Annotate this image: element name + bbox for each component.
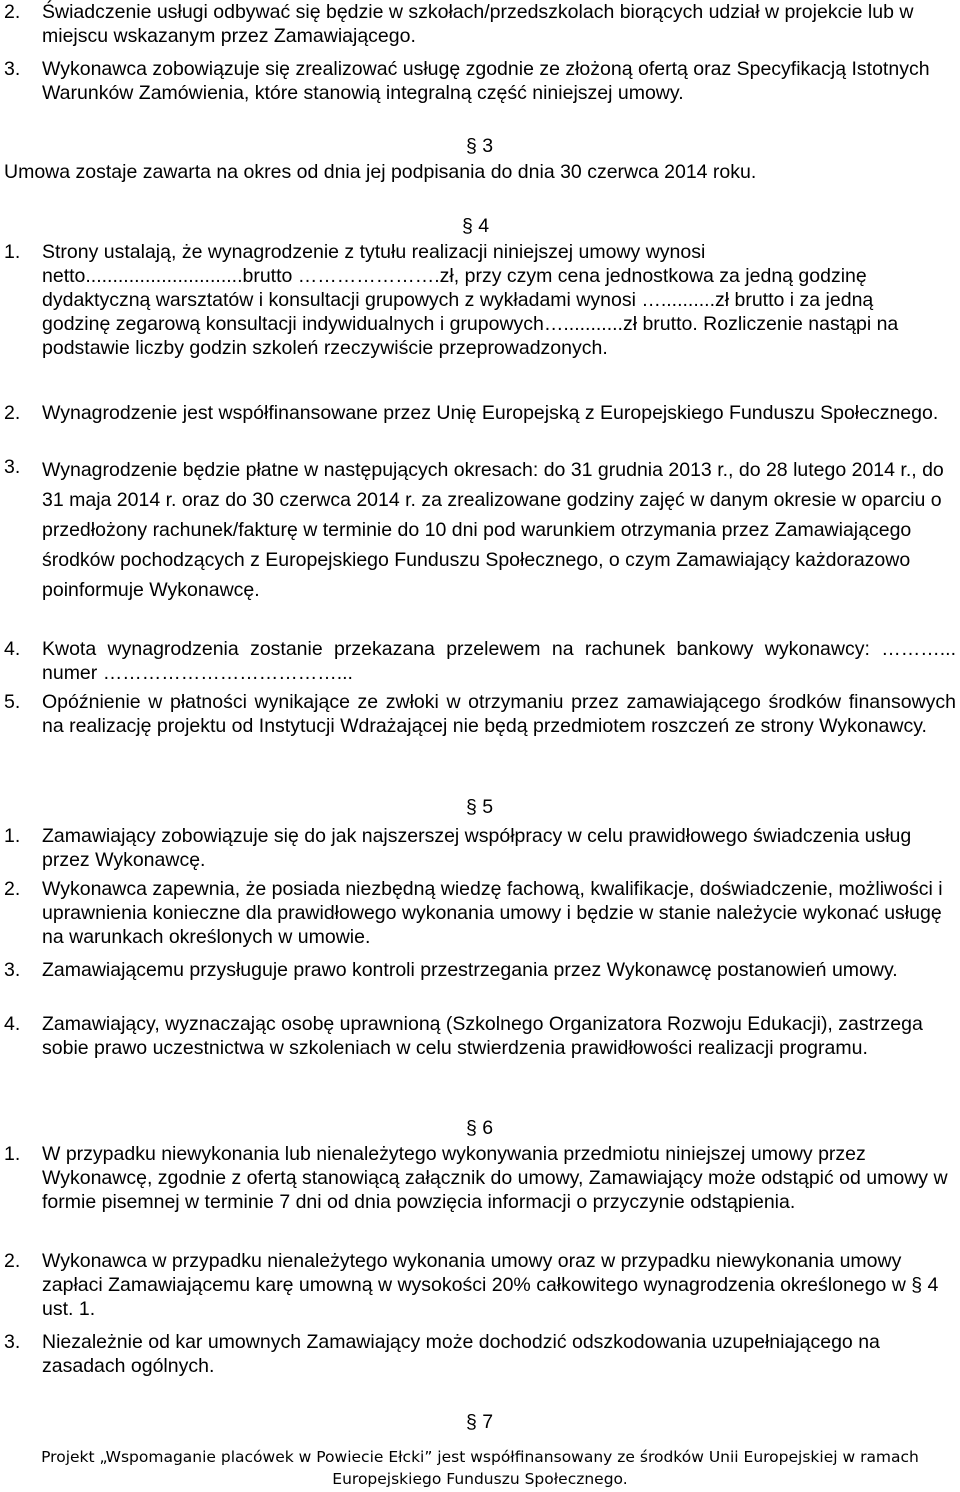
clause-s4-item-3 [4, 455, 956, 605]
list-number: 3. [4, 58, 21, 80]
list-text: Wykonawca zapewnia, że posiada niezbędną wiedzę fachową, kwalifikacje, doświadczenie, możliwości i uprawnienia konieczne dla prawidłowego wykonania umowy i będzie w stanie należycie wykonać usługę na warunkach określonych w umowie. [42, 878, 943, 948]
list-number: 4. [4, 1013, 21, 1035]
list-number: 2. [4, 402, 21, 424]
list-number: 1. [4, 241, 21, 263]
list-text: Zamawiającemu przysługuje prawo kontroli przestrzegania przez Wykonawcę postanowień umowy. [42, 959, 898, 981]
list-number: 1. [4, 1143, 21, 1165]
clause-s2-item-3 [4, 57, 956, 105]
clause-s4-item-4 [4, 637, 956, 685]
list-text: Opóźnienie w płatności wynikające ze zwłoki w otrzymaniu przez zamawiającego środków finansowych na realizację projektu od Instytucji Wdrażającej nie będą przedmiotem roszczeń ze strony Wykonawcy. [42, 691, 956, 737]
clause-s6-item-1 [4, 1142, 956, 1214]
section-3-text: Umowa zostaje zawarta na okres od dnia jej podpisania do dnia 30 czerwca 2014 roku. [4, 161, 757, 183]
section-heading-3: § 3 [466, 135, 494, 157]
clause-s5-item-3 [4, 958, 956, 982]
list-number: 3. [4, 959, 21, 981]
clause-s2-item-2 [4, 0, 956, 48]
list-text: Kwota wynagrodzenia zostanie przekazana przelewem na rachunek bankowy wykonawcy: ………... numer ………………………………... [42, 638, 956, 684]
clause-s6-item-2 [4, 1249, 956, 1321]
list-text: Zamawiający zobowiązuje się do jak najszerszej współpracy w celu prawidłowego świadczenia usług przez Wykonawcę. [42, 825, 912, 871]
list-number: 2. [4, 1, 21, 23]
list-text: Wykonawca w przypadku nienależytego wykonania umowy oraz w przypadku niewykonania umowy zapłaci Zamawiającemu karę umowną w wysokości 20% całkowitego wynagrodzenia określonego w § 4 ust. 1. [42, 1250, 939, 1320]
section-heading-6: § 6 [466, 1117, 494, 1139]
clause-s5-item-1 [4, 824, 956, 872]
list-text: Wykonawca zobowiązuje się zrealizować usługę zgodnie ze złożoną ofertą oraz Specyfikacją Istotnych Warunków Zamówienia, które stanowią integralną część niniejszej umowy. [42, 58, 930, 104]
list-text: Niezależnie od kar umownych Zamawiający może dochodzić odszkodowania uzupełniającego na zasadach ogólnych. [42, 1331, 880, 1377]
list-text: Świadczenie usługi odbywać się będzie w szkołach/przedszkolach biorących udział w projekcie lub w miejscu wskazanym przez Zamawiającego. [42, 1, 914, 47]
list-number: 2. [4, 1250, 21, 1272]
list-text: Strony ustalają, że wynagrodzenie z tytułu realizacji niniejszej umowy wynosi netto.............................brutto ………………….zł, przy czym cena jednostkowa za jedną godzinę dydaktyczną warsztatów i konsultacji grupowych z wykładami wynosi …..........zł brutto i za jedną godzinę zegarową konsultacji indywidualnych i grupowych…...........zł brutto. Rozliczenie nastąpi na podstawie liczby godzin szkoleń rzeczywiście przeprowadzonych. [42, 241, 899, 359]
clause-s6-item-3 [4, 1330, 956, 1378]
list-text: Zamawiający, wyznaczając osobę uprawnioną (Szkolnego Organizatora Rozwoju Edukacji), zastrzega sobie prawo uczestnictwa w szkoleniach w celu stwierdzenia prawidłowości realizacji programu. [42, 1013, 923, 1059]
clause-s4-item-5 [4, 690, 956, 738]
section-heading-4: § 4 [462, 215, 490, 237]
clause-s5-item-2 [4, 877, 956, 949]
clause-s5-item-4 [4, 1012, 956, 1060]
list-number: 5. [4, 691, 21, 713]
list-text: W przypadku niewykonania lub nienależytego wykonywania przedmiotu niniejszej umowy przez Wykonawcę, zgodnie z ofertą stanowiącą załącznik do umowy, Zamawiający może odstąpić od umowy w formie pisemnej w terminie 7 dni od dnia powzięcia informacji o przyczynie odstąpienia. [42, 1143, 948, 1213]
list-text: Wynagrodzenie będzie płatne w następujących okresach: do 31 grudnia 2013 r., do 28 lutego 2014 r., do 31 maja 2014 r. oraz do 30 czerwca 2014 r. za zrealizowane godziny zajęć w danym okresie w oparciu o przedłożony rachunek/fakturę w terminie do 10 dni pod warunkiem otrzymania przez Zamawiającego środków pochodzących z Europejskiego Funduszu Społecznego, o czym Zamawiający każdorazowo poinformuje Wykonawcę. [42, 459, 944, 601]
list-text: Wynagrodzenie jest współfinansowane przez Unię Europejską z Europejskiego Funduszu Społecznego. [42, 402, 939, 424]
section-heading-7: § 7 [466, 1411, 494, 1433]
list-number: 4. [4, 638, 21, 660]
clause-s4-item-1 [4, 240, 924, 360]
section-heading-5: § 5 [466, 796, 494, 818]
list-number: 2. [4, 878, 21, 900]
clause-s4-item-2 [4, 401, 956, 425]
list-number: 1. [4, 825, 21, 847]
page-footer: Projekt „Wspomaganie placówek w Powiecie Ełcki” jest współfinansowany ze środków Unii Europejskiej w ramach Europejskiego Funduszu Społecznego. [41, 1448, 919, 1488]
list-number: 3. [4, 1331, 21, 1353]
list-number: 3. [4, 456, 21, 478]
